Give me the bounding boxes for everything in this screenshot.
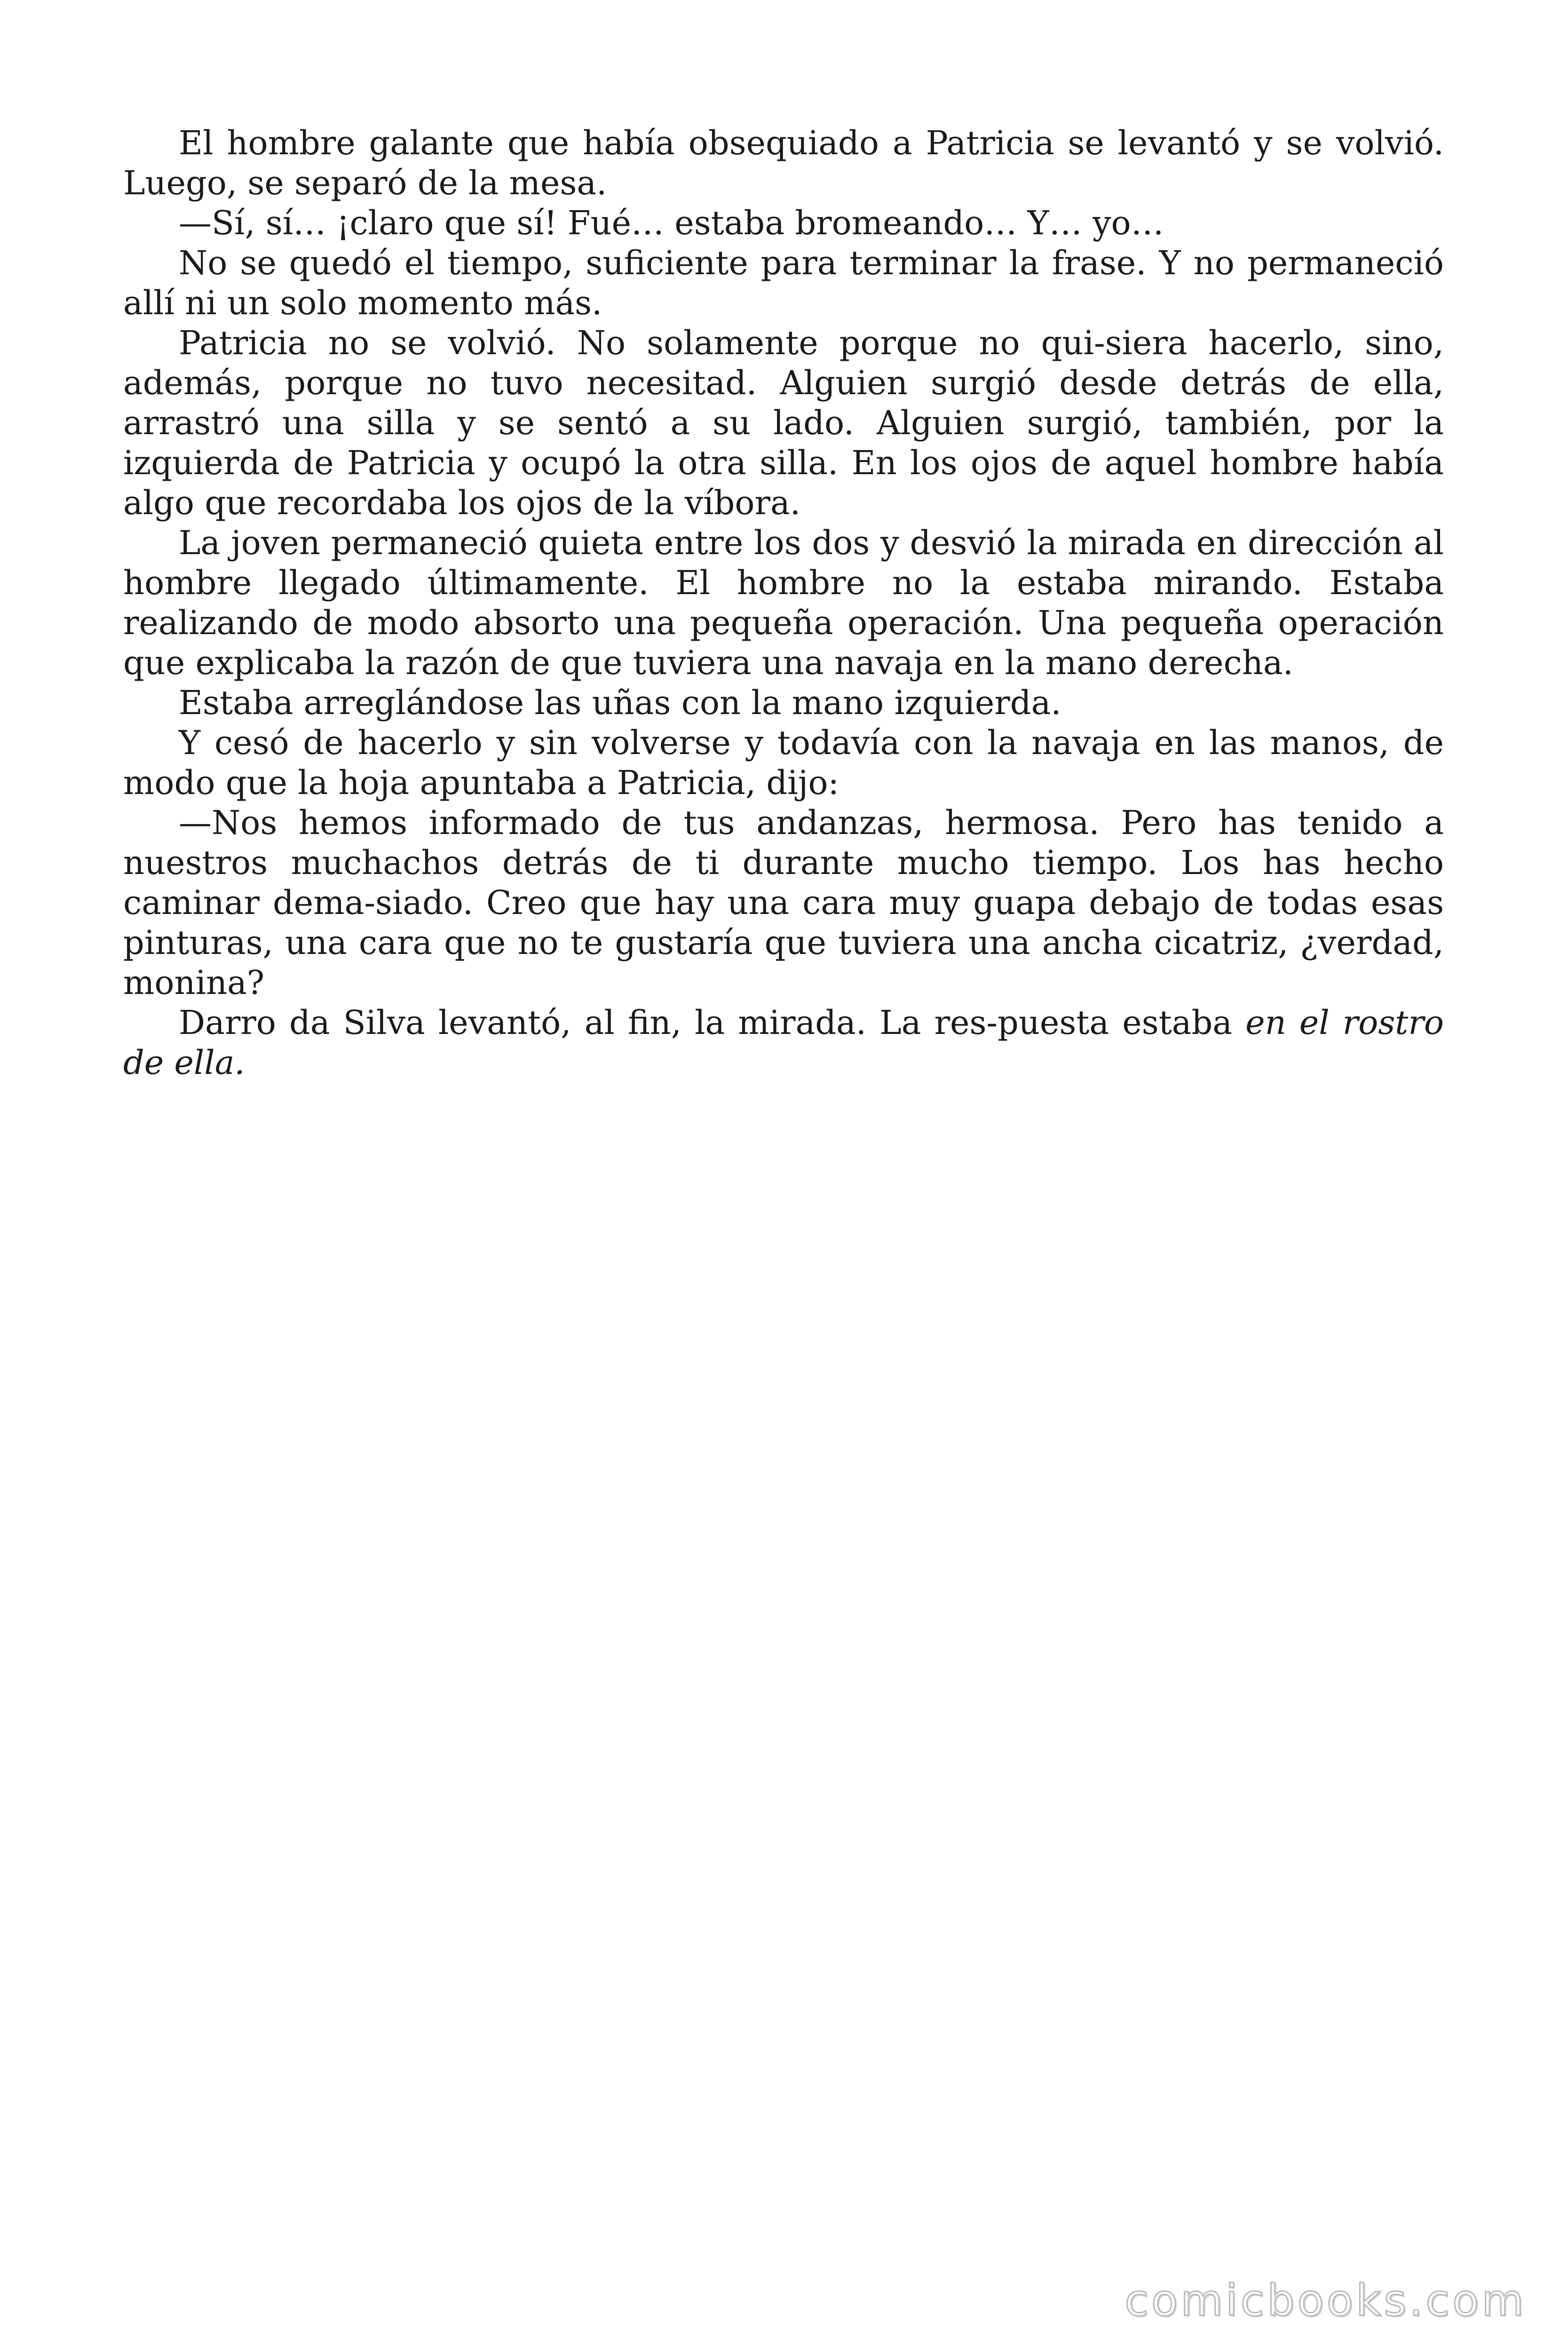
- paragraph-5: La joven permaneció quieta entre los dos y desvió la mirada en dirección al hombre llegado últimamente. El hombre no la estaba mirando. Estaba realizando de modo absorto una pequeña operación. Una pequeña operación que explicaba la razón de que tuviera una navaja en la mano derecha.: [123, 524, 1444, 682]
- paragraph-8: —Nos hemos informado de tus andanzas, hermosa. Pero has tenido a nuestros muchachos detrás de ti durante mucho tiempo. Los has hecho caminar dema-siado. Creo que hay una cara muy guapa debajo de todas esas pinturas, una cara que no te gustaría que tuviera una ancha cicatriz, ¿verdad, monina?: [123, 803, 1444, 1002]
- paragraph-9: [123, 1003, 1444, 1083]
- paragraph-9-italic: en el rostro de ella.: [123, 1003, 1444, 1082]
- paragraph-9-text: Darro da Silva levantó, al fin, la mirada. La res-puesta estaba: [179, 1003, 1246, 1042]
- paragraph-4: Patricia no se volvió. No solamente porque no qui-siera hacerlo, sino, además, porque no tuvo necesitad. Alguien surgió desde detrás de ella, arrastró una silla y se sentó a su lado. Alguien surgió, también, por la izquierda de Patricia y ocupó la otra silla. En los ojos de aquel hombre había algo que recordaba los ojos de la víbora.: [123, 324, 1444, 522]
- body-text: [123, 123, 1444, 1083]
- paragraph-6: Estaba arreglándose las uñas con la mano izquierda.: [179, 683, 1061, 722]
- paragraph-3: No se quedó el tiempo, suficiente para terminar la frase. Y no permaneció allí ni un solo momento más.: [123, 244, 1444, 322]
- paragraph-1: El hombre galante que había obsequiado a Patricia se levantó y se volvió. Luego, se separó de la mesa.: [123, 124, 1444, 202]
- watermark-logo: comicbooks.com: [1125, 2275, 1527, 2326]
- paragraph-7: Y cesó de hacerlo y sin volverse y todavía con la navaja en las manos, de modo que la hoja apuntaba a Patricia, dijo:: [123, 723, 1444, 802]
- paragraph-2: —Sí, sí… ¡claro que sí! Fué… estaba bromeando… Y… yo…: [179, 204, 1164, 242]
